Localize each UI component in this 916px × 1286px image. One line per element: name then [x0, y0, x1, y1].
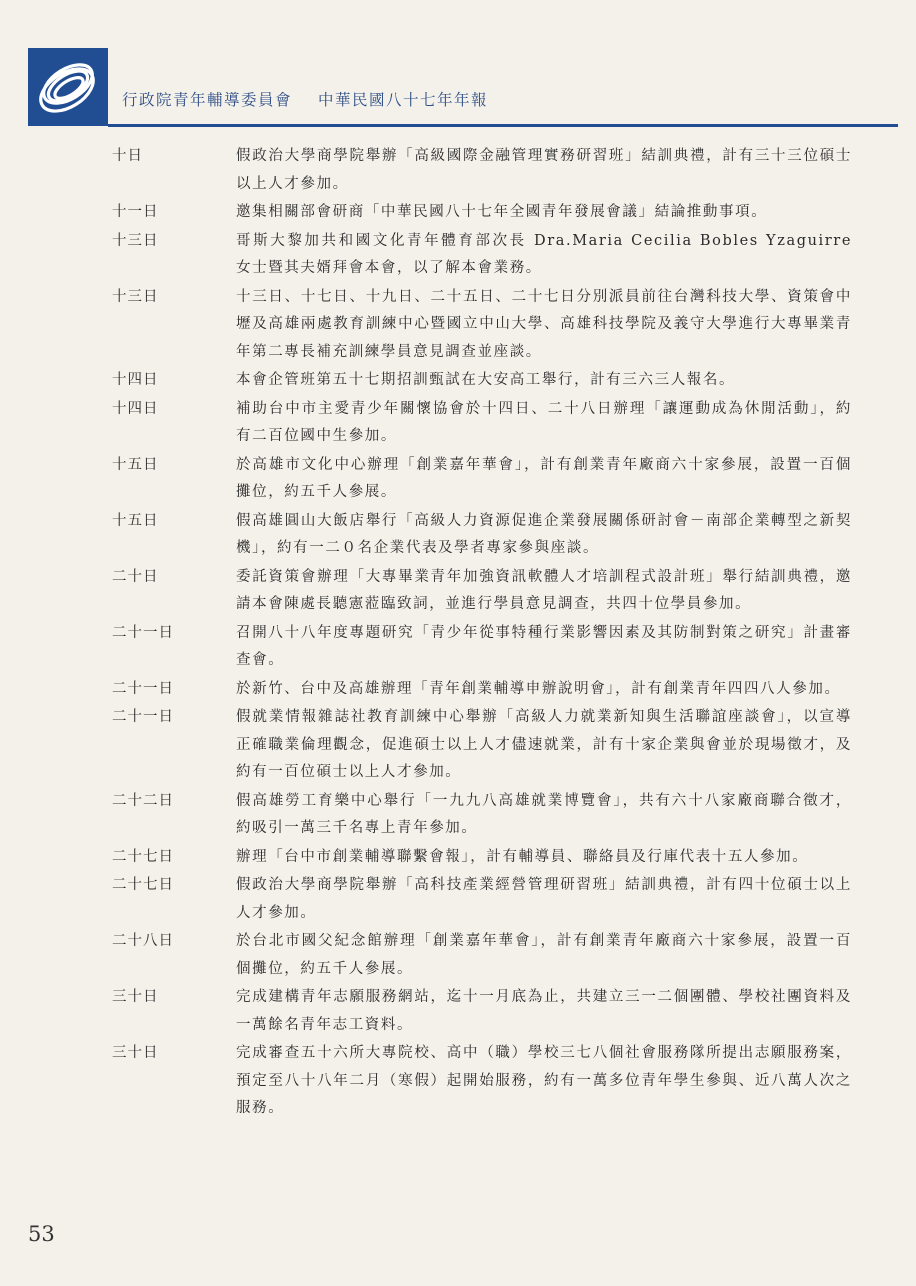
entry-text: 於新竹、台中及高雄辦理「青年創業輔導申辦說明會」，計有創業青年四四八人參加。 — [236, 680, 841, 697]
entry-date: 二十七日 — [112, 877, 174, 893]
chronicle-entry — [0, 367, 916, 395]
entry-text: 假政治大學商學院舉辦「高科技產業經營管理研習班」結訓典禮，計有四十位碩士以上人才參加。 — [236, 877, 852, 921]
chronicle-entry — [0, 1040, 916, 1123]
entry-text: 十三日、十七日、十九日、二十五日、二十七日分別派員前往台灣科技大學、資策會中壢及高雄兩處教育訓練中心暨國立中山大學、高雄科技學院及義守大學進行大專畢業青年第二專長補充訓練學員意見調查並座談。 — [236, 288, 852, 360]
entry-text: 委託資策會辦理「大專畢業青年加強資訊軟體人才培訓程式設計班」舉行結訓典禮，邀請本會陳處長聽憲蒞臨致詞，並進行學員意見調查，共四十位學員參加。 — [236, 568, 852, 612]
entry-date: 十五日 — [112, 512, 159, 529]
entry-text: 於台北市國父紀念館辦理「創業嘉年華會」，計有創業青年廠商六十家參展，設置一百個攤位，約五千人參展。 — [236, 933, 852, 977]
entry-date: 十三日 — [112, 288, 159, 305]
entry-date: 二十二日 — [112, 792, 174, 809]
chronicle-entry — [0, 676, 916, 704]
entry-date: 十一日 — [112, 204, 159, 220]
chronicle-entry — [0, 143, 916, 198]
chronicle-entry — [0, 199, 916, 227]
entry-date: 三十日 — [112, 1045, 159, 1061]
entry-text: 假政治大學商學院舉辦「高級國際金融管理實務研習班」結訓典禮，計有三十三位碩士以上人才參加。 — [236, 148, 852, 192]
page-header — [0, 0, 916, 140]
chronicle-entry — [0, 872, 916, 927]
entry-date: 十三日 — [112, 232, 159, 249]
chronicle-list — [0, 143, 916, 1124]
entry-text: 假高雄勞工育樂中心舉行「一九九八高雄就業博覽會」，共有六十八家廠商聯合徵才，約吸引一萬三千名專上青年參加。 — [236, 792, 852, 836]
entry-text: 哥斯大黎加共和國文化青年體育部次長 Dra.Maria Cecilia Bobles Yzaguirre 女士暨其夫婿拜會本會，以了解本會業務。 — [236, 232, 852, 276]
organization-logo — [28, 48, 108, 126]
entry-text: 完成審查五十六所大專院校、高中（職）學校三七八個社會服務隊所提出志願服務案，預定至八十八年二月（寒假）起開始服務，約有一萬多位青年學生參與、近八萬人次之服務。 — [236, 1045, 852, 1116]
entry-date: 十日 — [112, 148, 143, 164]
entry-text: 假就業情報雜誌社教育訓練中心舉辦「高級人力就業新知與生活聯誼座談會」，以宣導正確職業倫理觀念，促進碩士以上人才儘速就業，計有十家企業與會並於現場徵才，及約有一百位碩士以上人才參加。 — [236, 709, 852, 780]
page-number: 53 — [28, 1222, 55, 1246]
chronicle-entry — [0, 564, 916, 619]
rings-logo-icon — [28, 48, 108, 126]
entry-date: 三十日 — [112, 989, 159, 1005]
entry-date: 二十八日 — [112, 933, 174, 949]
chronicle-entry — [0, 508, 916, 563]
entry-date: 十四日 — [112, 400, 159, 417]
header-divider — [108, 124, 898, 127]
entry-text: 完成建構青年志願服務網站，迄十一月底為止，共建立三一二個團體、學校社團資料及一萬餘名青年志工資料。 — [236, 989, 852, 1033]
entry-text: 本會企管班第五十七期招訓甄試在大安高工舉行，計有三六三人報名。 — [236, 372, 736, 388]
entry-date: 十五日 — [112, 456, 159, 473]
entry-date: 二十七日 — [112, 848, 174, 865]
entry-text: 於高雄市文化中心辦理「創業嘉年華會」，計有創業青年廠商六十家參展，設置一百個攤位，約五千人參展。 — [236, 456, 852, 500]
entry-text: 補助台中市主愛青少年關懷協會於十四日、二十八日辦理「讓運動成為休閒活動」，約有二百位國中生參加。 — [236, 400, 852, 444]
entry-date: 二十日 — [112, 568, 159, 585]
entry-text: 召開八十八年度專題研究「青少年從事特種行業影響因素及其防制對策之研究」計畫審查會。 — [236, 624, 852, 668]
entry-text: 假高雄圓山大飯店舉行「高級人力資源促進企業發展關係研討會－南部企業轉型之新契機」，約有一二０名企業代表及學者專家參與座談。 — [236, 512, 852, 556]
chronicle-entry — [0, 844, 916, 872]
chronicle-entry — [0, 704, 916, 787]
entry-date: 十四日 — [112, 372, 159, 388]
chronicle-entry — [0, 228, 916, 283]
entry-date: 二十一日 — [112, 709, 174, 725]
chronicle-entry — [0, 620, 916, 675]
entry-date: 二十一日 — [112, 680, 174, 697]
chronicle-entry — [0, 928, 916, 983]
entry-date: 二十一日 — [112, 624, 174, 641]
header-title — [122, 88, 488, 110]
chronicle-entry — [0, 396, 916, 451]
chronicle-entry — [0, 452, 916, 507]
report-title: 中華民國八十七年年報 — [318, 91, 489, 109]
entry-text: 辦理「台中市創業輔導聯繫會報」，計有輔導員、聯絡員及行庫代表十五人參加。 — [236, 848, 809, 865]
chronicle-entry — [0, 984, 916, 1039]
entry-text: 邀集相關部會研商「中華民國八十七年全國青年發展會議」結論推動事項。 — [236, 204, 768, 220]
chronicle-entry — [0, 284, 916, 367]
organization-name: 行政院青年輔導委員會 — [122, 91, 293, 109]
chronicle-entry — [0, 788, 916, 843]
